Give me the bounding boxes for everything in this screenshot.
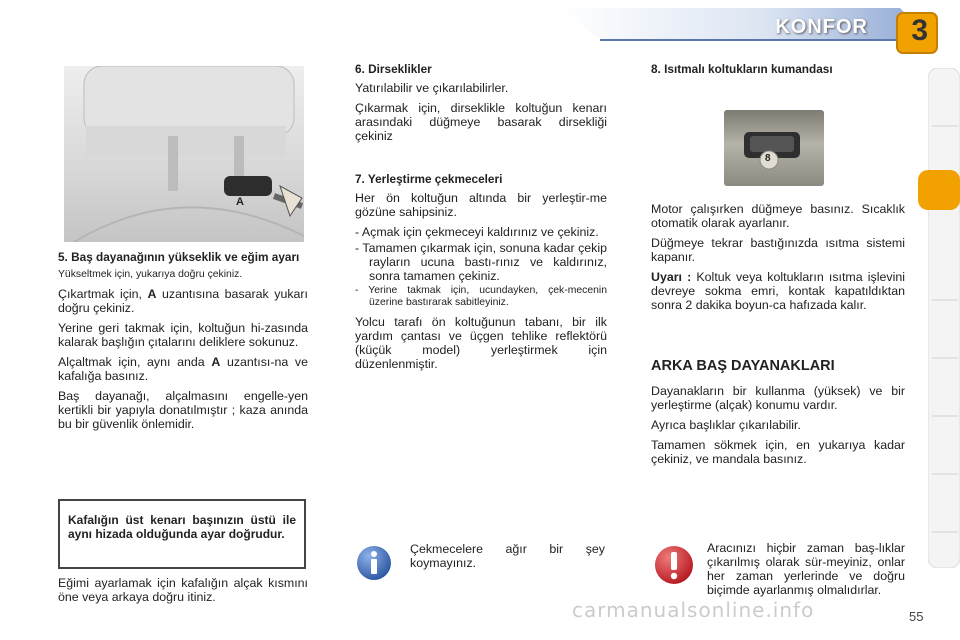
headrest-warning-box: Kafalığın üst kenarı başınızın üstü ile aynı hizada olduğunda ayar doğrudur. — [58, 499, 306, 569]
note-drawer-weight: Çekmecelere ağır bir şey koymayınız. — [410, 542, 605, 570]
text-rear-3: Tamamen sökmek için, en yukarıya kadar çekiniz, ve mandala basınız. — [651, 438, 905, 466]
bullet-open: - Açmak için çekmeceyi kaldırınız ve çekiniz. — [355, 225, 599, 239]
text-tilt: Eğimi ayarlamak için kafalığın alçak kısmını öne veya arkaya doğru itiniz. — [58, 576, 308, 604]
text-drawer-2: Yolcu tarafı ön koltuğunun tabanı, bir ilk yardım çantası ve üçgen tehlike reflektörü (küçük model) yerleştirmek için düzenlenmiştir. — [355, 315, 607, 371]
switch-callout-8: 8 — [765, 153, 771, 164]
text-refit: Yerine geri takmak için, koltuğun hi-zasında kalarak başlığın çıtalarını deliklere sokunuz. — [58, 321, 308, 349]
heading-heated-seats: 8. Isıtmalı koltukların kumandası — [651, 62, 833, 76]
text-rear-2: Ayrıca başlıklar çıkarılabilir. — [651, 418, 801, 432]
section-title-header: KONFOR — [775, 16, 868, 38]
note-rear-headrest-warning: Aracınızı hiçbir zaman baş-lıklar çıkarılmış olarak sür-meyiniz, onlar her zaman yerlerinde ve doğru biçimde ayarlanmış olmalıdırlar. — [707, 541, 905, 597]
warning-icon — [654, 545, 694, 585]
section-rear-headrests: ARKA BAŞ DAYANAKLARI — [651, 358, 835, 374]
text-rear-1: Dayanakların bir kullanma (yüksek) ve bir yerleştirme (alçak) konumu vardır. — [651, 384, 905, 412]
chapter-number: 3 — [911, 14, 928, 47]
photo-callout-a: A — [236, 196, 244, 208]
watermark: carmanualsonline.info — [572, 598, 815, 622]
text-lower: Alçaltmak için, aynı anda A uzantısı-na ve kafalığa basınız. — [58, 355, 308, 383]
text-remove: Çıkartmak için, A uzantısına basarak yukarı doğru çekiniz. — [58, 287, 308, 315]
page-number: 55 — [909, 609, 924, 624]
bullet-remove: - Tamamen çıkarmak için, sonuna kadar çekip rayların ucuna bastı-rınız ve kaldırınız, sonra tamamen çekiniz. — [355, 241, 607, 283]
text-heat-warning: Uyarı : Koltuk veya koltukların ısıtma işlevini devreye sokma emri, kontak kapatıldıktan sonra 2 dakika boyun-ca hafızada kalır. — [651, 270, 905, 312]
headrest-photo — [64, 66, 304, 242]
text-safety: Baş dayanağı, alçalmasını engelle-yen kertikli bir yapıyla donatılmıştır ; kaza anında bu bir güvenlik önlemidir. — [58, 389, 308, 431]
text-raise: Yükseltmek için, yukarıya doğru çekiniz. — [58, 269, 243, 280]
active-chapter-tab[interactable] — [916, 168, 960, 212]
heading-drawers: 7. Yerleştirme çekmeceleri — [355, 172, 503, 186]
text-heat-2: Düğmeye tekrar bastığınızda ısıtma sistemi kapanır. — [651, 236, 905, 264]
info-icon — [356, 545, 392, 581]
text-armrest-1: Yatırılabilir ve çıkarılabilirler. — [355, 81, 509, 95]
chapter-tab-rail — [928, 68, 960, 568]
heated-seat-switch-photo — [724, 110, 824, 186]
bullet-refit: - Yerine takmak için, ucundayken, çek-mecenin üzerine bastırarak sabitleyiniz. — [355, 285, 607, 308]
heading-armrests: 6. Dirseklikler — [355, 62, 432, 76]
text-heat-1: Motor çalışırken düğmeye basınız. Sıcaklık otomatik olarak ayarlanır. — [651, 202, 905, 230]
heading-headrest-adjust: 5. Baş dayanağının yükseklik ve eğim ayarı — [58, 250, 300, 264]
text-drawer-1: Her ön koltuğun altında bir yerleştir-me gözüne sahipsiniz. — [355, 191, 607, 219]
text-armrest-2: Çıkarmak için, dirseklikle koltuğun kenarı arasındaki düğmeye basarak dirsekliği çekiniz — [355, 101, 607, 143]
